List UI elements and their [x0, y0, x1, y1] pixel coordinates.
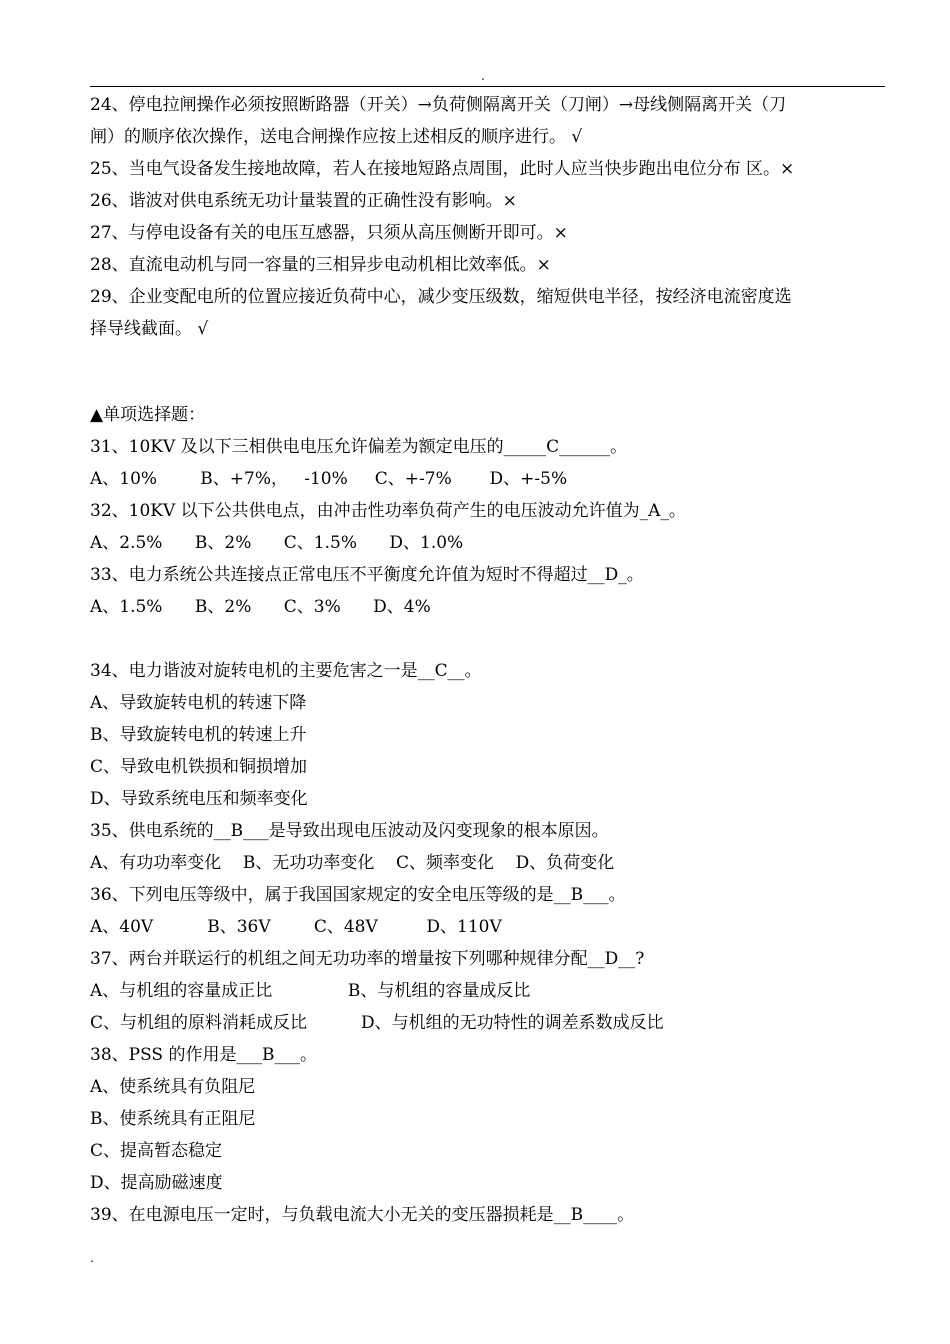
option-c: C、导致电机铁损和铜损增加	[90, 757, 308, 777]
question-34: 34、电力谐波对旋转电机的主要危害之一是__C__。	[90, 661, 482, 681]
question-35: 35、供电系统的__B___是导致出现电压波动及闪变现象的根本原因。	[90, 821, 609, 841]
question-38: 38、PSS 的作用是___B___。	[90, 1045, 317, 1065]
text-line: 择导线截面。 √	[90, 319, 209, 339]
question-37: 37、两台并联运行的机组之间无功功率的增量按下列哪种规律分配__D__?	[90, 949, 645, 969]
header-rule	[90, 86, 885, 87]
text-line: 27、与停电设备有关的电压互感器，只须从高压侧断开即可。×	[90, 223, 568, 243]
option-b: B、使系统具有正阻尼	[90, 1109, 256, 1129]
section-heading: ▲单项选择题：	[90, 405, 206, 425]
option-a: A、使系统具有负阻尼	[90, 1077, 256, 1097]
question-31: 31、10KV 及以下三相供电电压允许偏差为额定电压的_____C______。	[90, 437, 628, 457]
option-d: D、导致系统电压和频率变化	[90, 789, 308, 809]
options-33: A、1.5% B、2% C、3% D、4%	[90, 597, 431, 617]
option-a: A、导致旋转电机的转速下降	[90, 693, 307, 713]
options-32: A、2.5% B、2% C、1.5% D、1.0%	[90, 533, 464, 553]
header-mark: .	[481, 69, 485, 83]
option-b: B、导致旋转电机的转速上升	[90, 725, 307, 745]
options-36: A、40V B、36V C、48V D、110V	[90, 917, 502, 937]
text-line: 25、当电气设备发生接地故障，若人在接地短路点周围，此时人应当快步跑出电位分布 区。×	[90, 159, 795, 179]
question-39: 39、在电源电压一定时，与负载电流大小无关的变压器损耗是__B____。	[90, 1205, 635, 1225]
text-line: 闸）的顺序依次操作，送电合闸操作应按上述相反的顺序进行。 √	[90, 127, 583, 147]
question-32: 32、10KV 以下公共供电点，由冲击性功率负荷产生的电压波动允许值为_A_。	[90, 501, 686, 521]
options-31: A、10% B、+7%， -10% C、+-7% D、+-5%	[90, 469, 568, 489]
question-33: 33、电力系统公共连接点正常电压不平衡度允许值为短时不得超过__D_。	[90, 565, 644, 585]
question-36: 36、下列电压等级中，属于我国国家规定的安全电压等级的是__B___。	[90, 885, 626, 905]
footer-mark: .	[90, 1251, 94, 1265]
options-37-cd: C、与机组的原料消耗成反比 D、与机组的无功特性的调差系数成反比	[90, 1013, 664, 1033]
text-line: 24、停电拉闸操作必须按照断路器（开关）→负荷侧隔离开关（刀闸）→母线侧隔离开关（刀	[90, 95, 787, 115]
options-35: A、有功功率变化 B、无功功率变化 C、频率变化 D、负荷变化	[90, 853, 615, 873]
option-d: D、提高励磁速度	[90, 1173, 223, 1193]
text-line: 29、企业变配电所的位置应接近负荷中心，减少变压级数，缩短供电半径，按经济电流密度选	[90, 287, 792, 307]
options-37-ab: A、与机组的容量成正比 B、与机组的容量成反比	[90, 981, 531, 1001]
option-c: C、提高暂态稳定	[90, 1141, 223, 1161]
text-line: 28、直流电动机与同一容量的三相异步电动机相比效率低。×	[90, 255, 551, 275]
text-line: 26、谐波对供电系统无功计量装置的正确性没有影响。×	[90, 191, 517, 211]
